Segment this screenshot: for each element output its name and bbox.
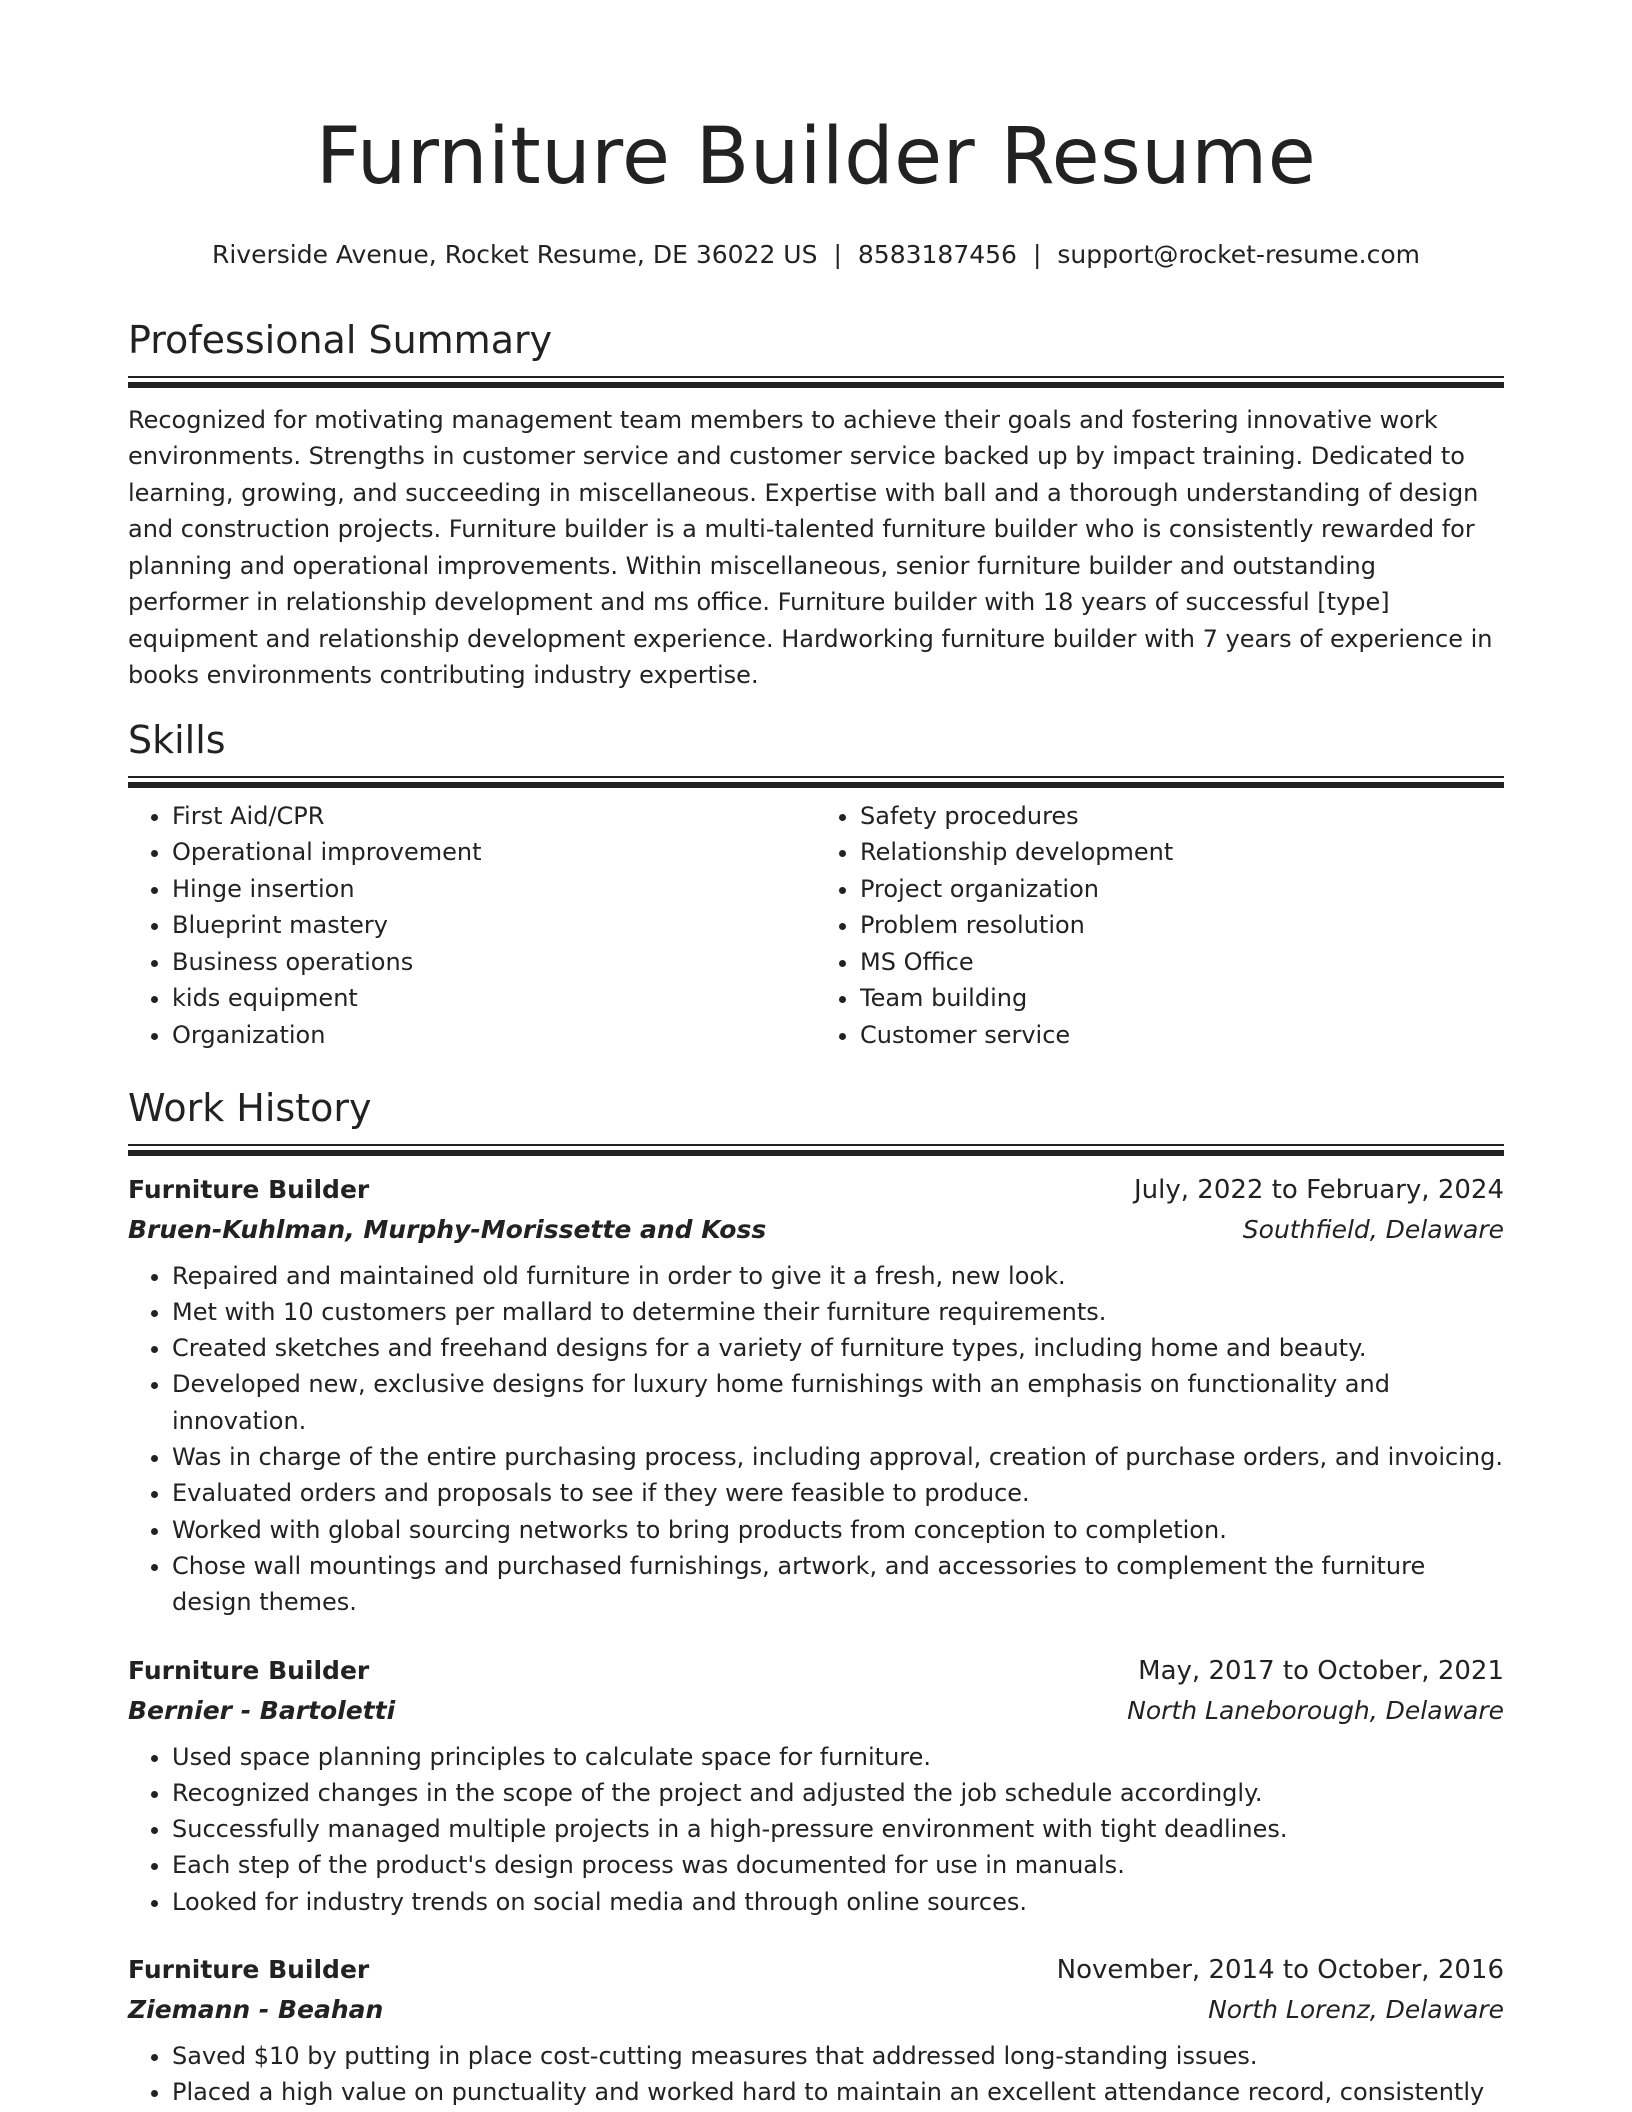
job-subheader — [128, 1990, 1504, 2030]
contact-email: support@rocket-resume.com — [1057, 240, 1421, 269]
job-company: Bruen-Kuhlman, Murphy-Morissette and Koss — [128, 1214, 767, 1244]
job-bullets — [128, 2038, 1504, 2111]
job-entry — [128, 1950, 1504, 2111]
job-title: Furniture Builder — [128, 1655, 370, 1685]
skill-item: • Blueprint mastery — [172, 907, 816, 944]
skill-item: • kids equipment — [172, 980, 816, 1017]
job-bullet: • Used space planning principles to calculate space for furniture. — [172, 1739, 1504, 1775]
section-divider — [128, 776, 1504, 788]
contact-phone: 8583187456 — [857, 240, 1017, 269]
skills-list-left — [128, 798, 816, 1054]
skills-heading: Skills — [128, 718, 226, 762]
job-title: Furniture Builder — [128, 1955, 370, 1985]
job-bullet: • Met with 10 customers per mallard to determine their furniture requirements. — [172, 1294, 1504, 1330]
job-subheader — [128, 1691, 1504, 1731]
skill-item: • Organization — [172, 1017, 816, 1054]
job-bullets — [128, 1739, 1504, 1920]
resume-title: Furniture Builder Resume — [315, 112, 1317, 202]
summary-text: Recognized for motivating management team members to achieve their goals and fostering innovative work environments. Strengths in customer service and customer service backed up by impact training. Dedicated to learning, growing, and succeeding in miscellaneous. Expertise with ball and a thorough understanding of design and construction projects. Furniture builder is a multi-talented furniture builder who is consistently rewarded for planning and operational improvements. Within miscellaneous, senior furniture builder and outstanding performer in relationship development and ms office. Furniture builder with 18 years of successful [type] equipment and relationship development experience. Hardworking furniture builder with 7 years of experience in books environments contributing industry expertise. — [128, 405, 1493, 690]
contact-address: Riverside Avenue, Rocket Resume, DE 36022 US — [211, 240, 818, 269]
skills-section — [128, 718, 1504, 1053]
skill-item: • Problem resolution — [860, 907, 1504, 944]
job-header — [128, 1170, 1504, 1210]
job-subheader — [128, 1210, 1504, 1250]
skill-item: • Project organization — [860, 871, 1504, 908]
job-bullet: • Looked for industry trends on social media and through online sources. — [172, 1884, 1504, 1920]
job-entry — [128, 1170, 1504, 1621]
job-bullet: • Developed new, exclusive designs for luxury home furnishings with an emphasis on functionality and innovation. — [172, 1366, 1504, 1439]
job-bullet: • Evaluated orders and proposals to see if they were feasible to produce. — [172, 1475, 1504, 1511]
skill-item: • Business operations — [172, 944, 816, 981]
job-company: Bernier - Bartoletti — [128, 1695, 396, 1725]
job-header — [128, 1950, 1504, 1990]
skills-list-right — [816, 798, 1504, 1054]
contact-separator: | — [833, 240, 842, 269]
job-header — [128, 1651, 1504, 1691]
skills-columns — [128, 798, 1504, 1054]
job-bullet: • Recognized changes in the scope of the project and adjusted the job schedule accordingly. — [172, 1775, 1504, 1811]
contact-line — [128, 240, 1504, 270]
section-divider — [128, 1144, 1504, 1156]
job-dates: November, 2014 to October, 2016 — [1056, 1955, 1504, 1986]
job-bullet: • Successfully managed multiple projects in a high-pressure environment with tight deadlines. — [172, 1811, 1504, 1847]
job-bullet: • Was in charge of the entire purchasing process, including approval, creation of purchase orders, and invoicing. — [172, 1439, 1504, 1475]
skill-item: • Hinge insertion — [172, 871, 816, 908]
skill-item: • Operational improvement — [172, 834, 816, 871]
job-bullet: • Repaired and maintained old furniture in order to give it a fresh, new look. — [172, 1258, 1504, 1294]
job-company: Ziemann - Beahan — [128, 1995, 384, 2025]
summary-heading: Professional Summary — [128, 318, 553, 362]
job-bullets — [128, 1258, 1504, 1621]
job-dates: May, 2017 to October, 2021 — [1138, 1655, 1504, 1686]
work-history-section — [128, 1086, 1504, 2111]
skill-item: • Customer service — [860, 1017, 1504, 1054]
job-bullet: • Chose wall mountings and purchased furnishings, artwork, and accessories to complement the furniture design themes. — [172, 1548, 1504, 1621]
job-bullet: • Saved $10 by putting in place cost-cutting measures that addressed long-standing issues. — [172, 2038, 1504, 2074]
skill-item: • Team building — [860, 980, 1504, 1017]
job-location: Southfield, Delaware — [1242, 1214, 1504, 1244]
job-bullet: • Created sketches and freehand designs for a variety of furniture types, including home and beauty. — [172, 1330, 1504, 1366]
job-bullet: • Worked with global sourcing networks to bring products from conception to completion. — [172, 1512, 1504, 1548]
skill-item: • First Aid/CPR — [172, 798, 816, 835]
job-entry — [128, 1651, 1504, 1920]
job-location: North Lorenz, Delaware — [1208, 1995, 1504, 2025]
job-bullet: • Each step of the product's design process was documented for use in manuals. — [172, 1847, 1504, 1883]
job-title: Furniture Builder — [128, 1174, 370, 1204]
work-history-heading: Work History — [128, 1086, 372, 1130]
summary-section — [128, 318, 1504, 694]
job-location: North Laneborough, Delaware — [1127, 1695, 1504, 1725]
job-bullet: • Placed a high value on punctuality and worked hard to maintain an excellent attendance record, consistently — [172, 2074, 1504, 2110]
skill-item: • Relationship development — [860, 834, 1504, 871]
skill-item: • MS Office — [860, 944, 1504, 981]
section-divider — [128, 376, 1504, 388]
skill-item: • Safety procedures — [860, 798, 1504, 835]
contact-separator: | — [1032, 240, 1042, 269]
job-dates: July, 2022 to February, 2024 — [1134, 1174, 1504, 1205]
